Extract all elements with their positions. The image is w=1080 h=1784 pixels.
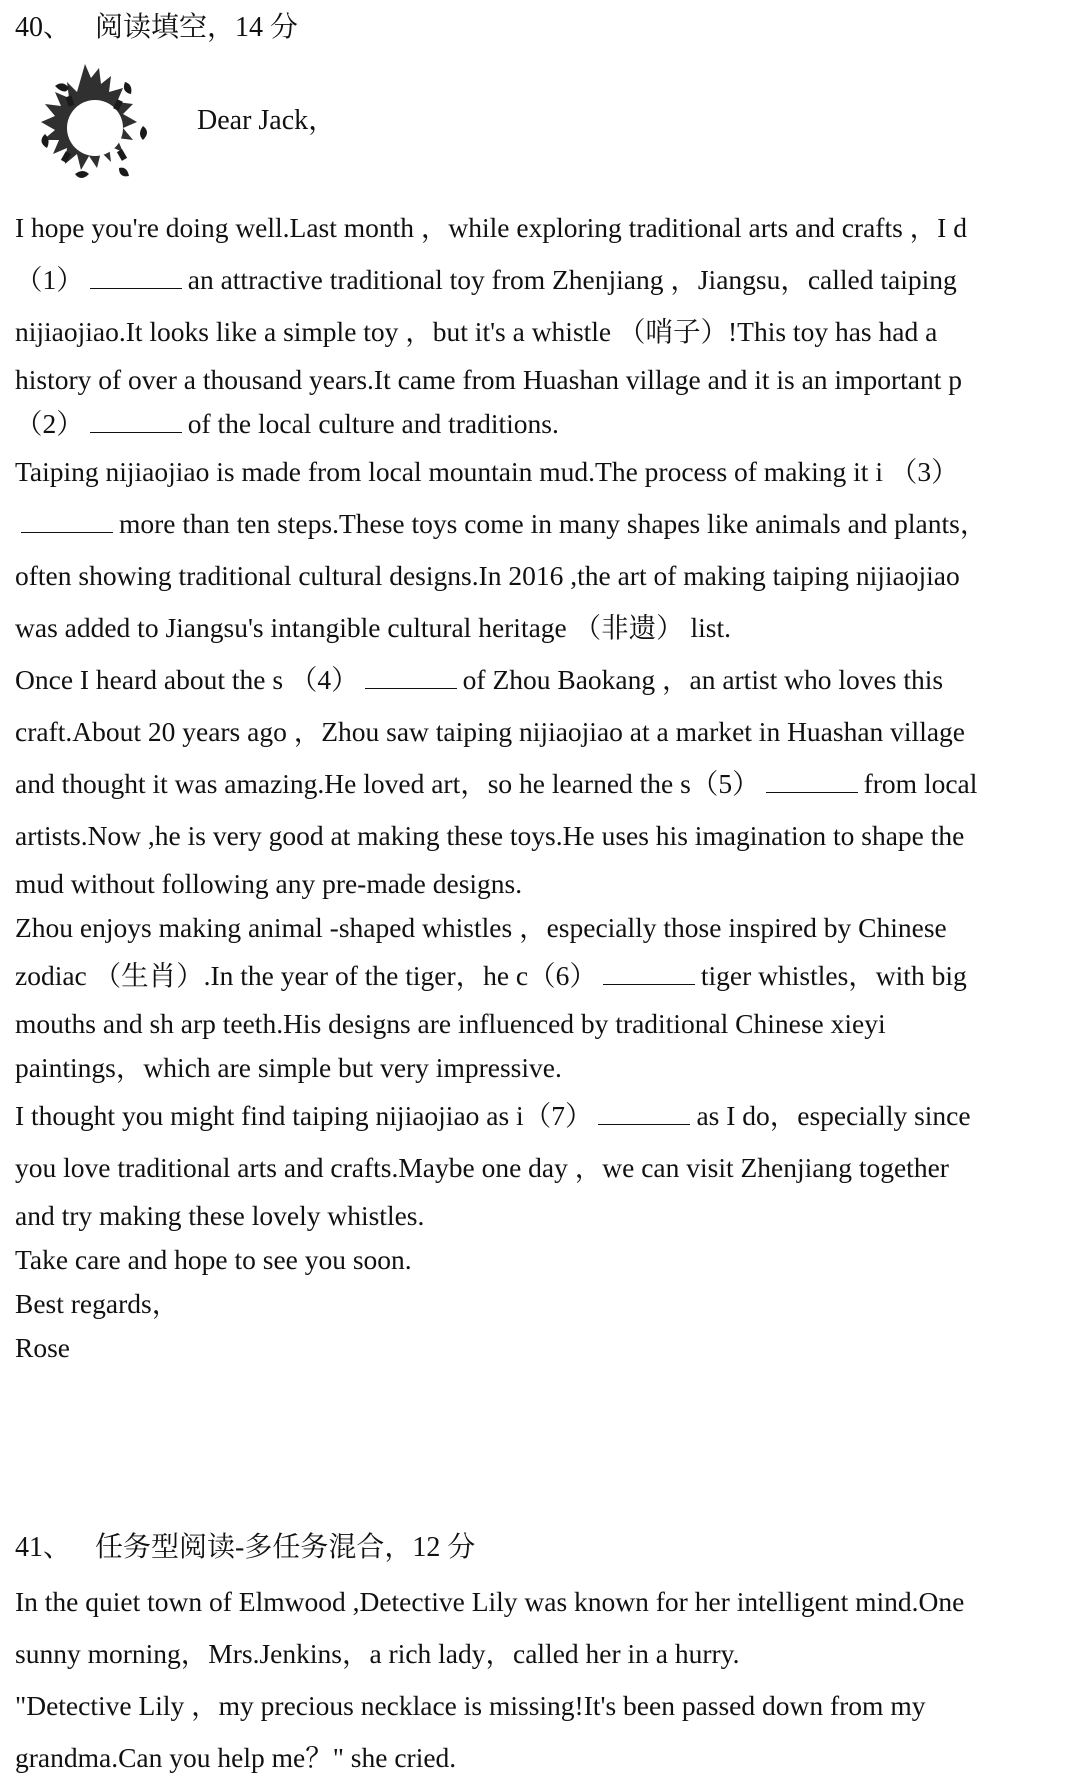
passage-paragraph bbox=[15, 654, 1070, 862]
answer-blank[interactable] bbox=[766, 772, 858, 793]
text-segment: （1） bbox=[15, 264, 84, 295]
text-segment: an attractive traditional toy from Zhenjiang ，Jiangsu，called taiping bbox=[187, 264, 957, 295]
passage-paragraph bbox=[15, 358, 1070, 446]
text-line bbox=[15, 402, 1070, 446]
question-40-passage bbox=[15, 202, 1070, 1370]
text-segment: zodiac （生肖）.In the year of the tiger，he c（6） bbox=[15, 960, 597, 991]
passage-paragraph bbox=[15, 1090, 1070, 1194]
text-line: was added to Jiangsu's intangible cultural heritage （非遗） list. bbox=[15, 612, 731, 643]
text-line: you love traditional arts and crafts.Maybe one day ，we can visit Zhenjiang together bbox=[15, 1152, 949, 1183]
text-line bbox=[15, 950, 1070, 1002]
text-line: Take care and hope to see you soon. bbox=[15, 1244, 412, 1275]
text-line: artists.Now ,he is very good at making these toys.He uses his imagination to shape the bbox=[15, 820, 965, 851]
text-line: and try making these lovely whistles. bbox=[15, 1200, 425, 1231]
text-line bbox=[15, 254, 1070, 306]
text-line bbox=[15, 758, 1070, 810]
letter-header bbox=[15, 56, 1070, 196]
text-segment: of the local culture and traditions. bbox=[187, 408, 559, 439]
text-line: Best regards， bbox=[15, 1288, 180, 1319]
text-line: history of over a thousand years.It came from Huashan village and it is an important p bbox=[15, 364, 962, 395]
text-line bbox=[15, 498, 1070, 550]
answer-blank[interactable] bbox=[21, 512, 113, 533]
answer-blank[interactable] bbox=[598, 1104, 690, 1125]
text-line: grandma.Can you help me？" she cried. bbox=[15, 1742, 457, 1773]
passage-paragraph bbox=[15, 1194, 1070, 1370]
text-segment: Once I heard about the s （4） bbox=[15, 664, 359, 695]
passage-paragraph bbox=[15, 1576, 1070, 1784]
text-segment: of Zhou Baokang ，an artist who loves this bbox=[462, 664, 944, 695]
text-line: Taiping nijiaojiao is made from local mountain mud.The process of making it i （3） bbox=[15, 456, 959, 487]
text-line: craft.About 20 years ago ，Zhou saw taiping nijiaojiao at a market in Huashan village bbox=[15, 716, 965, 747]
question-number: 41、 bbox=[15, 1532, 72, 1563]
passage-paragraph bbox=[15, 950, 1070, 1002]
question-title: 任务型阅读-多任务混合，12 分 bbox=[95, 1532, 476, 1563]
passage-paragraph bbox=[15, 202, 1070, 358]
text-line: In the quiet town of Elmwood ,Detective Lily was known for her intelligent mind.One bbox=[15, 1586, 965, 1617]
text-segment: tiger whistles，with big bbox=[700, 960, 967, 991]
text-line: sunny morning，Mrs.Jenkins，a rich lady，called her in a hurry. bbox=[15, 1638, 740, 1669]
text-line: mouths and sh arp teeth.His designs are influenced by traditional Chinese xieyi bbox=[15, 1008, 886, 1039]
text-line: "Detective Lily ，my precious necklace is missing!It's been passed down from my bbox=[15, 1690, 926, 1721]
text-line: nijiaojiao.It looks like a simple toy ，but it's a whistle （哨子）!This toy has had a bbox=[15, 316, 938, 347]
passage-paragraph bbox=[15, 862, 1070, 950]
text-line: Rose bbox=[15, 1332, 70, 1363]
answer-blank[interactable] bbox=[365, 668, 457, 689]
question-41-passage bbox=[15, 1576, 1070, 1784]
text-segment: and thought it was amazing.He loved art，so he learned the s（5） bbox=[15, 768, 760, 799]
text-segment: from local bbox=[863, 768, 978, 799]
text-line: often showing traditional cultural designs.In 2016 ,the art of making taiping nijiaojiao bbox=[15, 560, 960, 591]
passage-paragraph bbox=[15, 446, 1070, 654]
question-40-heading bbox=[15, 0, 1070, 56]
question-41-heading bbox=[15, 1520, 1070, 1576]
answer-blank[interactable] bbox=[90, 268, 182, 289]
text-segment: more than ten steps.These toys come in many shapes like animals and plants， bbox=[119, 508, 988, 539]
question-title: 阅读填空，14 分 bbox=[95, 12, 299, 43]
text-line: mud without following any pre-made designs. bbox=[15, 868, 523, 899]
document-page bbox=[15, 0, 1070, 1784]
paper-cut-circle-icon bbox=[15, 56, 175, 196]
letter-salutation: Dear Jack， bbox=[197, 105, 337, 136]
passage-paragraph bbox=[15, 1002, 1070, 1090]
answer-blank[interactable] bbox=[603, 964, 695, 985]
text-segment: （2） bbox=[15, 408, 84, 439]
question-number: 40、 bbox=[15, 12, 72, 43]
text-segment: I thought you might find taiping nijiaojiao as i（7） bbox=[15, 1100, 593, 1131]
text-line bbox=[15, 654, 1070, 706]
text-segment: as I do，especially since bbox=[696, 1100, 971, 1131]
text-line bbox=[15, 1090, 1070, 1142]
text-line: I hope you're doing well.Last month ，while exploring traditional arts and crafts ，I d bbox=[15, 212, 967, 243]
answer-blank[interactable] bbox=[90, 412, 182, 433]
text-line: Zhou enjoys making animal -shaped whistles ，especially those inspired by Chinese bbox=[15, 912, 947, 943]
text-line: paintings，which are simple but very impressive. bbox=[15, 1052, 562, 1083]
